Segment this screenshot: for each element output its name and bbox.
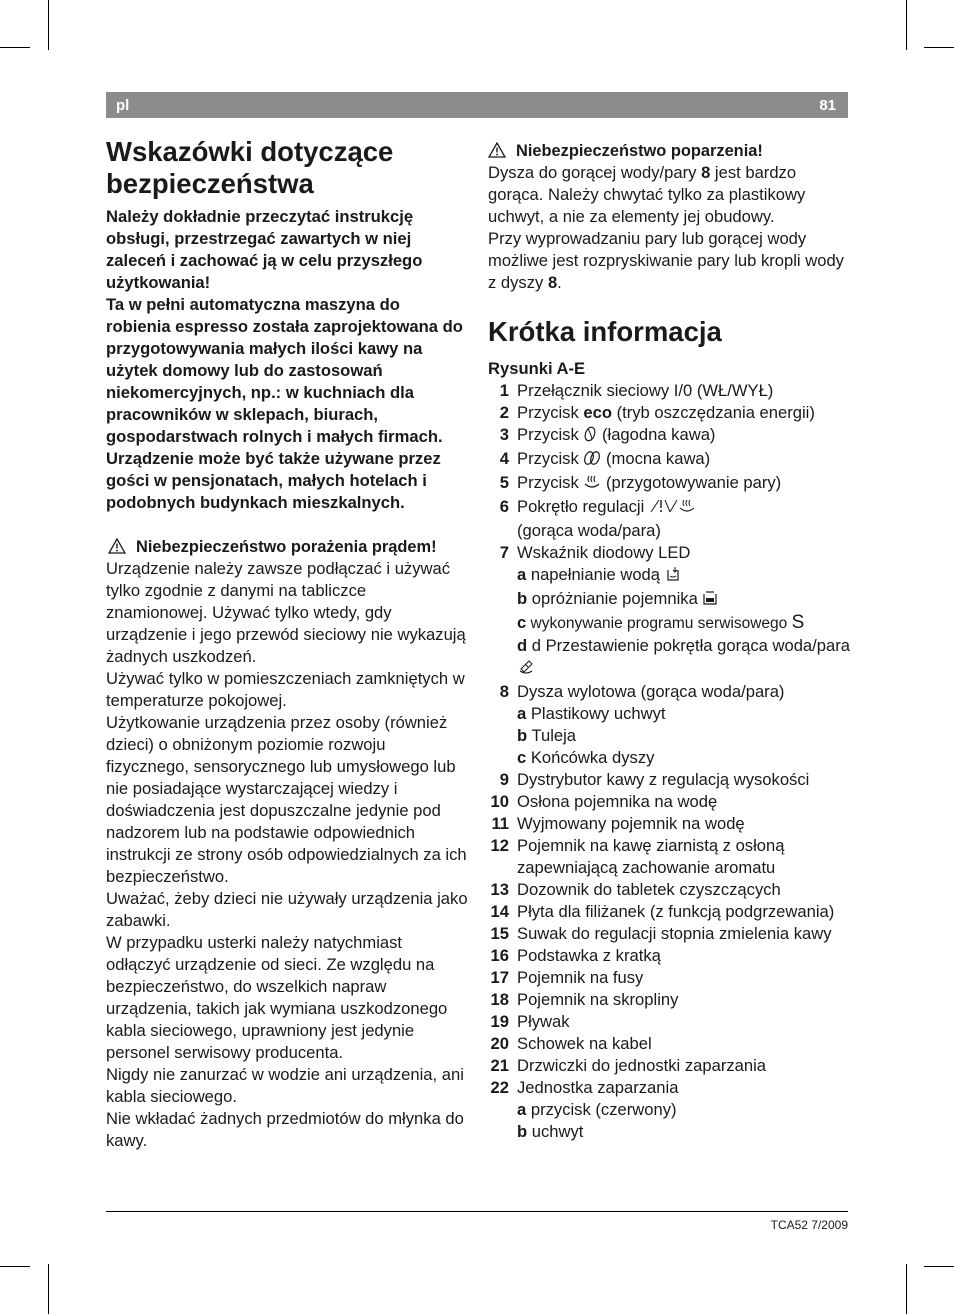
warning-triangle-icon: [488, 142, 506, 164]
list-item: 6 Pokrętło regulacji (gorąca woda/para): [488, 496, 850, 542]
sub-item: b opróżnianie pojemnika: [488, 588, 850, 612]
list-item: 5 Przycisk (przygotowywanie pary): [488, 472, 850, 496]
crop-mark: [924, 47, 954, 48]
safety-paragraph: W przypadku usterki należy natychmiast odłączyć urządzenie od sieci. Ze względu na bezpieczeństwo, do wszelkich napraw urządzenia, takich jak wymiana uszkodzonego kabla sieciowego, uprawniony jest jedynie personel serwisowy producenta.: [106, 933, 448, 1062]
safety-intro: [106, 206, 468, 514]
crop-mark: [0, 47, 30, 48]
safety-paragraph: Nie wkładać żadnych przedmiotów do młynka do kawy.: [106, 1109, 464, 1150]
list-item: 4 Przycisk (mocna kawa): [488, 448, 850, 472]
safety-title: Wskazówki dotyczące bezpieczeństwa: [106, 136, 394, 199]
footer-rule: [106, 1211, 848, 1212]
intro-paragraph: Należy dokładnie przeczytać instrukcję obsługi, przestrzegać zawartych w niej zaleceń i zachować ją w celu przyszłego użytkowania!: [106, 207, 423, 292]
burn-warning-text: Przy wyprowadzaniu pary lub gorącej wody możliwe jest rozpryskiwanie pary lub kropli wody z dyszy 8.: [488, 229, 844, 292]
crop-mark: [48, 1264, 49, 1314]
quick-info-title: Krótka informacja: [488, 316, 722, 347]
electric-warning-heading: Niebezpieczeństwo porażenia prądem!: [106, 536, 468, 558]
burn-warning-text: Dysza do gorącej wody/pary 8 jest bardzo gorąca. Należy chwytać tylko za plastikowy uchwyt, a nie za elementy jej obudowy.: [488, 163, 806, 226]
language-code: pl: [116, 97, 130, 114]
safety-paragraph: Użytkowanie urządzenia przez osoby (również dzieci) o obniżonym poziomie rozwoju fizycznego, sensorycznego lub umysłowego lub nie posiadające wystarczającej wiedzy i doświadczenia jest dopuszczalne jedynie pod nadzorem lub na podstawie odpowiednich instrukcji ze strony osób odpowiedzialnych za ich bezpieczeństwo.: [106, 713, 467, 886]
list-item: 15 Suwak do regulacji stopnia zmielenia kawy: [490, 924, 832, 943]
page-number: 81: [819, 97, 836, 114]
list-item: 12 Pojemnik na kawę ziarnistą z osłoną zapewniającą zachowanie aromatu: [490, 836, 785, 877]
list-item: 19 Pływak: [490, 1012, 570, 1031]
sub-item: a Plastikowy uchwyt: [517, 704, 666, 723]
crop-mark: [906, 1264, 907, 1314]
page-header-bar: [106, 92, 848, 118]
sub-item: b Tuleja: [517, 726, 577, 745]
warning-triangle-icon: [108, 538, 126, 560]
safety-paragraph: Używać tylko w pomieszczeniach zamkniętych w temperaturze pokojowej.: [106, 669, 465, 710]
sub-item: a napełnianie wodą: [488, 564, 850, 588]
list-item: 20 Schowek na kabel: [490, 1034, 652, 1053]
safety-paragraph: Urządzenie należy zawsze podłączać i używać tylko zgodnie z danymi na tabliczce znamionowej. Używać tylko wtedy, gdy urządzenie i jego przewód sieciowy nie wykazują żadnych uszkodzeń.: [106, 559, 466, 666]
mild-coffee-icon: [583, 426, 597, 448]
crop-mark: [924, 1266, 954, 1267]
service-symbol: S: [791, 612, 805, 633]
crop-mark: [48, 0, 49, 50]
list-item: 16 Podstawka z kratką: [490, 946, 661, 965]
list-item: 8 Dysza wylotowa (gorąca woda/para): [499, 682, 785, 701]
figures-label: Rysunki A-E: [488, 359, 586, 378]
list-item: 14 Płyta dla filiżanek (z funkcją podgrzewania): [490, 902, 835, 921]
left-column: [106, 136, 468, 1152]
list-item: 1 Przełącznik sieciowy I/0 (WŁ/WYŁ): [499, 381, 774, 400]
sub-item: a przycisk (czerwony): [517, 1100, 677, 1119]
crop-mark: [906, 0, 907, 50]
intro-paragraph: Ta w pełni automatyczna maszyna do robienia espresso została zaprojektowana do przygotowywania małych ilości kawy na użytek domowy lub do zastosowań niekomercyjnych, np.: w kuchniach dla pracowników w sklepach, biurach, gospodarstwach rolnych i małych firmach. Urządzenie może być także używane przez gości w pensjonatach, małych hotelach i podobnych budynkach mieszkalnych.: [106, 295, 463, 512]
crop-mark: [0, 1266, 30, 1267]
empty-container-icon: [702, 590, 718, 612]
list-item: 9 Dystrybutor kawy z regulacją wysokości: [499, 770, 810, 789]
list-item: 18 Pojemnik na skropliny: [490, 990, 679, 1009]
list-item: 11 Wyjmowany pojemnik na wodę: [491, 814, 745, 833]
sub-item: d d Przestawienie pokrętła gorąca woda/para: [488, 635, 850, 681]
list-item: 17 Pojemnik na fusy: [490, 968, 644, 987]
water-fill-icon: [665, 566, 681, 588]
safety-paragraph: Nigdy nie zanurzać w wodzie ani urządzenia, ani kabla sieciowego.: [106, 1065, 464, 1106]
steam-icon: [583, 474, 601, 496]
sub-item: c Końcówka dyszy: [517, 748, 655, 767]
footer-model-date: TCA52 7/2009: [770, 1218, 848, 1232]
burn-warning-heading: Niebezpieczeństwo poparzenia!: [488, 140, 850, 162]
strong-coffee-icon: [583, 450, 601, 472]
sub-item: b uchwyt: [517, 1122, 584, 1141]
list-item: 2 Przycisk eco (tryb oszczędzania energii): [499, 403, 815, 422]
right-column: [488, 140, 850, 1143]
list-item: 13 Dozownik do tabletek czyszczących: [490, 880, 781, 899]
hot-water-icon: [649, 498, 699, 520]
safety-paragraph: Uważać, żeby dzieci nie używały urządzenia jako zabawki.: [106, 889, 468, 930]
list-item: 22 Jednostka zaparzania: [490, 1078, 679, 1097]
list-item: 10 Osłona pojemnika na wodę: [490, 792, 718, 811]
list-item: 3 Przycisk (łagodna kawa): [488, 424, 850, 448]
sub-item: c wykonywanie programu serwisowego S: [517, 612, 805, 633]
list-item: 7 Wskaźnik diodowy LED: [499, 543, 691, 562]
list-item: 21 Drzwiczki do jednostki zaparzania: [490, 1056, 767, 1075]
knob-adjust-icon: [517, 659, 535, 681]
